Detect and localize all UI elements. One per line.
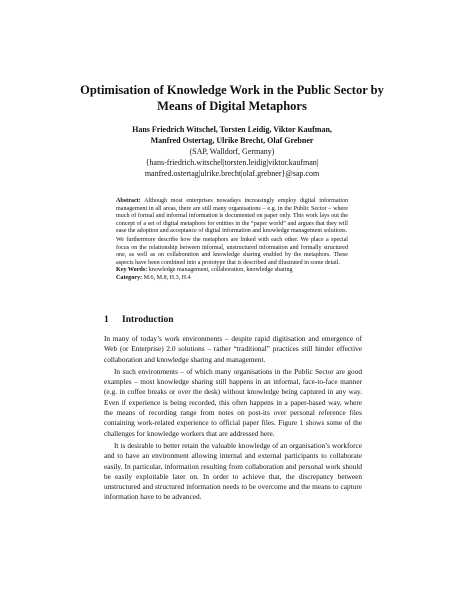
category-line (116, 275, 348, 283)
author-names-line-1: Hans Friedrich Witschel, Torsten Leidig, Viktor Kaufman, (132, 125, 332, 134)
author-block (80, 124, 384, 179)
paper-title: Optimisation of Knowledge Work in the Public Sector by Means of Digital Metaphors (80, 83, 384, 113)
body-text (104, 334, 362, 503)
category-text: M.6, M.8, H.3, H.4 (143, 274, 191, 281)
author-names-line-2: Manfred Ostertag, Ulrike Brecht, Olaf Grebner (150, 136, 314, 145)
abstract-paragraph-1 (116, 198, 348, 236)
body-paragraph-1: In many of today’s work environments – despite rapid digitisation and emergence of Web (or Enterprise) 2.0 solutions – rather “traditional” practices still hinder effective collaboration and knowledge sharing and management. (104, 334, 362, 364)
email-line-1: {hans-friedrich.witschel|torsten.leidig|viktor.kaufman| (145, 158, 319, 167)
abstract-text-2: We furthermore describe how the metaphors are linked with each other. We place a special focus on the relationship between informal, unstructured information and formally structured one, as well as on collaboration and knowledge sharing enabled by the metaphors. These aspects have been combined into a prototype that is described and illustrated in some detail. (116, 236, 348, 266)
body-paragraph-2: In such environments – of which many organisations in the Public Sector are good examples – most knowledge sharing still happens in an informal, face-to-face manner (e.g. in coffee breaks or over the desk) without knowledge being captured in any way. Even if experience is being recorded, this often happens in a paper-based way, where the means of recording range from notes on post-its over personal reference files containing work-related experience to official paper files. Figure 1 shows some of the challenges for knowledge workers that are addressed here. (104, 366, 362, 438)
email-line-2: manfred.ostertag|ulrike.brecht|olaf.grebner}@sap.com (144, 169, 320, 178)
abstract-block (116, 198, 348, 283)
keywords-label: Key Words: (116, 267, 148, 274)
body-paragraph-3: It is desirable to better retain the valuable knowledge of an organisation’s workforce and to have an environment allowing internal and external participants to collaborate easily. In particular, information resulting from collaboration and personal work should be easily exploitable later on. In order to achieve that, the discrepancy between unstructured and structured information needs to be overcome and the means to capture information have to be advanced. (104, 440, 362, 502)
abstract-label: Abstract: (116, 198, 141, 204)
category-label: Category: (116, 274, 143, 281)
affiliation: (SAP, Walldorf, Germany) (189, 147, 275, 156)
section-number: 1 (104, 315, 109, 325)
keywords-line (116, 267, 348, 275)
abstract-text-1: Although most enterprises nowadays increasingly employ digital information management in all areas, there are still many organisations – e.g. in the Public Sector – where much of formal and informal information is documented on paper only. This work lays out the concept of a set of digital metaphors for entities in the “paper world” and argues that they will ease the adoption and acceptance of digital information and knowledge management solutions. (116, 198, 349, 235)
section-title: Introduction (122, 315, 174, 325)
keywords-text: knowledge management, collaboration, knowledge sharing (148, 267, 293, 274)
section-heading (104, 314, 364, 326)
